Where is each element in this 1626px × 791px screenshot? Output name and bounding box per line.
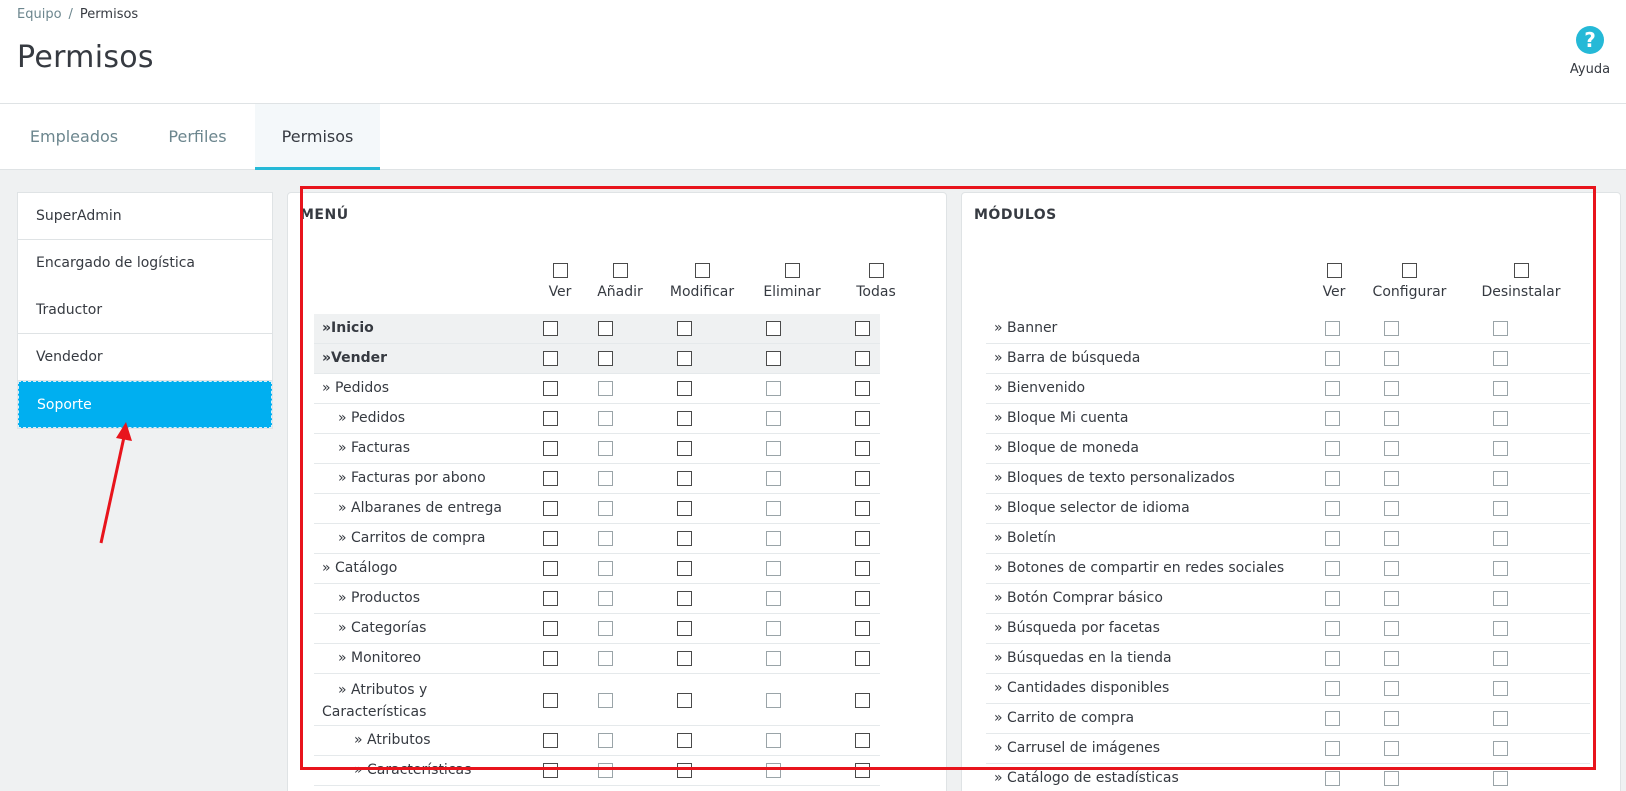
permission-checkbox[interactable] [1325, 651, 1340, 666]
table-row [314, 554, 880, 584]
table-row [314, 756, 880, 786]
permission-checkbox[interactable] [543, 561, 558, 576]
menu-permissions-panel [287, 192, 947, 791]
permission-checkbox[interactable] [543, 321, 558, 336]
tab-permisos[interactable]: Permisos [255, 104, 380, 170]
permission-checkbox[interactable] [1325, 471, 1340, 486]
row-label: » Facturas [338, 440, 411, 456]
table-row [314, 344, 880, 374]
menu-col-todas [848, 263, 904, 300]
menu-col-ver-label: Ver [548, 284, 572, 300]
permission-checkbox[interactable] [766, 441, 781, 456]
permission-checkbox[interactable] [1493, 771, 1508, 786]
permission-checkbox[interactable] [855, 651, 870, 666]
permission-checkbox[interactable] [1325, 741, 1340, 756]
profile-list [17, 192, 273, 429]
permission-checkbox[interactable] [677, 693, 692, 708]
table-row [986, 404, 1590, 434]
permission-checkbox[interactable] [766, 763, 781, 778]
row-label: » Catálogo de estadísticas [994, 770, 1179, 786]
modules-col-desinstalar-label: Desinstalar [1481, 284, 1561, 300]
table-row [986, 614, 1590, 644]
permission-checkbox[interactable] [766, 591, 781, 606]
row-label: » Características [354, 762, 472, 778]
permission-checkbox[interactable] [855, 763, 870, 778]
row-label: » Catálogo [322, 560, 398, 576]
permission-checkbox[interactable] [1493, 621, 1508, 636]
permission-checkbox[interactable] [766, 471, 781, 486]
table-row [314, 374, 880, 404]
permission-checkbox[interactable] [677, 501, 692, 516]
row-label: » Búsqueda por facetas [994, 620, 1160, 636]
permission-checkbox[interactable] [855, 321, 870, 336]
permission-checkbox[interactable] [677, 441, 692, 456]
modules-panel-title: MÓDULOS [974, 207, 1057, 223]
permission-checkbox[interactable] [598, 441, 613, 456]
select-all-checkbox[interactable] [695, 263, 710, 278]
permission-checkbox[interactable] [1325, 681, 1340, 696]
permission-checkbox[interactable] [1493, 441, 1508, 456]
permission-checkbox[interactable] [1384, 681, 1399, 696]
permission-checkbox[interactable] [677, 411, 692, 426]
row-label: » Bienvenido [994, 380, 1086, 396]
permission-checkbox[interactable] [677, 733, 692, 748]
permission-checkbox[interactable] [855, 381, 870, 396]
permission-checkbox[interactable] [543, 651, 558, 666]
select-all-checkbox[interactable] [1514, 263, 1529, 278]
table-row [986, 434, 1590, 464]
page-header [0, 0, 1626, 104]
profile-item-vendedor[interactable]: Vendedor [18, 334, 272, 381]
permission-checkbox[interactable] [1384, 501, 1399, 516]
modules-permission-rows [986, 314, 1590, 791]
permission-checkbox[interactable] [677, 591, 692, 606]
permission-checkbox[interactable] [598, 651, 613, 666]
permission-checkbox[interactable] [1384, 651, 1399, 666]
row-label: » Facturas por abono [338, 470, 486, 486]
table-row [986, 464, 1590, 494]
permission-checkbox[interactable] [598, 411, 613, 426]
select-all-checkbox[interactable] [869, 263, 884, 278]
permission-checkbox[interactable] [1384, 741, 1399, 756]
permission-checkbox[interactable] [766, 733, 781, 748]
menu-col-modificar [660, 263, 744, 300]
menu-panel-title: MENÚ [300, 207, 349, 223]
row-label: » Pedidos [338, 410, 406, 426]
row-label: » Boletín [994, 530, 1056, 546]
permission-checkbox[interactable] [677, 561, 692, 576]
permission-checkbox[interactable] [1325, 561, 1340, 576]
permission-checkbox[interactable] [598, 531, 613, 546]
help-button[interactable] [1562, 26, 1618, 77]
table-row [986, 374, 1590, 404]
select-all-checkbox[interactable] [785, 263, 800, 278]
permission-checkbox[interactable] [1493, 531, 1508, 546]
permission-checkbox[interactable] [598, 693, 613, 708]
table-row [986, 314, 1590, 344]
permission-checkbox[interactable] [1325, 621, 1340, 636]
permission-checkbox[interactable] [855, 351, 870, 366]
permission-checkbox[interactable] [598, 321, 613, 336]
row-label: » Atributos [354, 732, 431, 748]
table-row [986, 704, 1590, 734]
select-all-checkbox[interactable] [1402, 263, 1417, 278]
row-label: » Carritos de compra [338, 530, 486, 546]
row-label: » Bloque de moneda [994, 440, 1140, 456]
permission-checkbox[interactable] [677, 651, 692, 666]
permission-checkbox[interactable] [543, 733, 558, 748]
breadcrumb-parent-link[interactable]: Equipo [17, 7, 62, 22]
modules-col-desinstalar [1476, 263, 1566, 300]
tab-empleados[interactable]: Empleados [29, 127, 119, 146]
permission-checkbox[interactable] [855, 411, 870, 426]
row-label: » Botones de compartir en redes sociales [994, 560, 1285, 576]
permission-checkbox[interactable] [1493, 471, 1508, 486]
table-row [314, 464, 880, 494]
permission-checkbox[interactable] [1493, 381, 1508, 396]
table-row [986, 644, 1590, 674]
table-row [314, 434, 880, 464]
permission-checkbox[interactable] [598, 471, 613, 486]
permission-checkbox[interactable] [855, 621, 870, 636]
permission-checkbox[interactable] [677, 381, 692, 396]
permission-checkbox[interactable] [1493, 501, 1508, 516]
row-label: »Inicio [322, 320, 374, 336]
modules-col-configurar [1367, 263, 1452, 300]
menu-col-anadir [590, 263, 650, 300]
table-row [986, 344, 1590, 374]
row-label: » Cantidades disponibles [994, 680, 1170, 696]
permission-checkbox[interactable] [543, 471, 558, 486]
menu-col-ver [537, 263, 583, 300]
permission-checkbox[interactable] [855, 531, 870, 546]
permission-checkbox[interactable] [1493, 681, 1508, 696]
permission-checkbox[interactable] [1384, 441, 1399, 456]
menu-col-todas-label: Todas [856, 284, 896, 300]
permission-checkbox[interactable] [855, 733, 870, 748]
permission-checkbox[interactable] [1384, 531, 1399, 546]
permission-checkbox[interactable] [1384, 411, 1399, 426]
table-row [314, 644, 880, 674]
profile-item-encargado-logistica[interactable]: Encargado de logística [36, 255, 196, 271]
modules-permissions-panel [961, 192, 1621, 791]
permission-checkbox[interactable] [598, 591, 613, 606]
profile-item-superadmin[interactable]: SuperAdmin [18, 193, 272, 240]
modules-col-ver-label: Ver [1322, 284, 1346, 300]
breadcrumb-current: Permisos [79, 7, 139, 22]
permission-checkbox[interactable] [855, 561, 870, 576]
permission-checkbox[interactable] [1493, 591, 1508, 606]
permission-checkbox[interactable] [543, 501, 558, 516]
permission-checkbox[interactable] [677, 621, 692, 636]
permission-checkbox[interactable] [1325, 711, 1340, 726]
modules-col-ver [1314, 263, 1354, 300]
row-label: » Banner [994, 320, 1058, 336]
permission-checkbox[interactable] [1384, 351, 1399, 366]
permission-checkbox[interactable] [1325, 411, 1340, 426]
row-label: » Monitoreo [338, 650, 422, 666]
permission-checkbox[interactable] [766, 621, 781, 636]
permission-checkbox[interactable] [766, 561, 781, 576]
row-label: »Vender [322, 350, 387, 366]
permission-checkbox[interactable] [677, 531, 692, 546]
permission-checkbox[interactable] [766, 321, 781, 336]
menu-col-eliminar [757, 263, 827, 300]
permission-checkbox[interactable] [543, 693, 558, 708]
table-row [986, 494, 1590, 524]
table-row [314, 404, 880, 434]
permission-checkbox[interactable] [1325, 321, 1340, 336]
page-title: Permisos [17, 40, 154, 75]
row-label: » Carrito de compra [994, 710, 1135, 726]
permission-checkbox[interactable] [766, 351, 781, 366]
permission-checkbox[interactable] [766, 501, 781, 516]
select-all-checkbox[interactable] [1327, 263, 1342, 278]
permission-checkbox[interactable] [543, 531, 558, 546]
permission-checkbox[interactable] [1493, 351, 1508, 366]
permission-checkbox[interactable] [677, 351, 692, 366]
permission-checkbox[interactable] [1325, 591, 1340, 606]
permission-checkbox[interactable] [1493, 561, 1508, 576]
permission-checkbox[interactable] [1384, 471, 1399, 486]
breadcrumb [17, 7, 138, 22]
permission-checkbox[interactable] [598, 351, 613, 366]
permission-checkbox[interactable] [1384, 381, 1399, 396]
permission-checkbox[interactable] [598, 381, 613, 396]
table-row [314, 674, 880, 726]
permission-checkbox[interactable] [1384, 771, 1399, 786]
table-row [314, 314, 880, 344]
row-label: » Carrusel de imágenes [994, 740, 1161, 756]
permission-checkbox[interactable] [766, 693, 781, 708]
row-label: » Bloque Mi cuenta [994, 410, 1129, 426]
table-row [314, 524, 880, 554]
modules-col-configurar-label: Configurar [1372, 284, 1447, 300]
permission-checkbox[interactable] [543, 351, 558, 366]
permission-checkbox[interactable] [1325, 501, 1340, 516]
row-label: » Pedidos [322, 380, 390, 396]
table-row [986, 734, 1590, 764]
permission-checkbox[interactable] [598, 621, 613, 636]
table-row [986, 674, 1590, 704]
permission-checkbox[interactable] [855, 693, 870, 708]
permission-checkbox[interactable] [543, 381, 558, 396]
table-row [986, 584, 1590, 614]
permission-checkbox[interactable] [598, 733, 613, 748]
table-row [314, 726, 880, 756]
table-row [986, 764, 1590, 791]
permission-checkbox[interactable] [1384, 591, 1399, 606]
permission-checkbox[interactable] [766, 651, 781, 666]
permission-checkbox[interactable] [543, 621, 558, 636]
profile-item-traductor[interactable]: Traductor [18, 287, 272, 334]
permission-checkbox[interactable] [1493, 411, 1508, 426]
permission-checkbox[interactable] [598, 501, 613, 516]
permission-checkbox[interactable] [598, 561, 613, 576]
permission-checkbox[interactable] [1384, 561, 1399, 576]
permission-checkbox[interactable] [1384, 711, 1399, 726]
select-all-checkbox[interactable] [613, 263, 628, 278]
question-circle-icon: ? [1576, 26, 1604, 54]
permission-checkbox[interactable] [543, 763, 558, 778]
breadcrumb-separator: / [68, 7, 73, 22]
permission-checkbox[interactable] [1384, 321, 1399, 336]
permission-checkbox[interactable] [543, 591, 558, 606]
row-label: » Albaranes de entrega [338, 500, 502, 516]
tab-bar [0, 104, 1626, 170]
permission-checkbox[interactable] [1493, 651, 1508, 666]
row-label: » Categorías [338, 620, 427, 636]
help-label: Ayuda [1569, 62, 1611, 77]
permission-checkbox[interactable] [855, 441, 870, 456]
permission-checkbox[interactable] [677, 321, 692, 336]
row-label: » Barra de búsqueda [994, 350, 1141, 366]
permission-checkbox[interactable] [598, 763, 613, 778]
permission-checkbox[interactable] [855, 471, 870, 486]
permission-checkbox[interactable] [1325, 351, 1340, 366]
table-row [314, 614, 880, 644]
row-label: » Productos [338, 590, 421, 606]
select-all-checkbox[interactable] [553, 263, 568, 278]
permission-checkbox[interactable] [766, 381, 781, 396]
permission-checkbox[interactable] [543, 441, 558, 456]
table-row [986, 524, 1590, 554]
permission-checkbox[interactable] [766, 411, 781, 426]
permission-checkbox[interactable] [855, 501, 870, 516]
permission-checkbox[interactable] [1325, 531, 1340, 546]
row-label: » Bloques de texto personalizados [994, 470, 1235, 486]
permission-checkbox[interactable] [766, 531, 781, 546]
table-row [986, 554, 1590, 584]
row-label: » Búsquedas en la tienda [994, 650, 1172, 666]
menu-col-eliminar-label: Eliminar [763, 284, 821, 300]
profile-item-soporte[interactable]: Soporte [18, 381, 272, 428]
permission-checkbox[interactable] [1325, 771, 1340, 786]
permission-checkbox[interactable] [1325, 441, 1340, 456]
permission-checkbox[interactable] [1325, 381, 1340, 396]
permission-checkbox[interactable] [1493, 741, 1508, 756]
permission-checkbox[interactable] [543, 411, 558, 426]
menu-permission-rows [314, 314, 880, 786]
menu-col-anadir-label: Añadir [597, 284, 643, 300]
permission-checkbox[interactable] [1493, 321, 1508, 336]
permission-checkbox[interactable] [677, 763, 692, 778]
table-row [314, 584, 880, 614]
tab-perfiles[interactable]: Perfiles [168, 127, 227, 146]
menu-col-modificar-label: Modificar [669, 284, 735, 300]
permission-checkbox[interactable] [1384, 621, 1399, 636]
table-row [314, 494, 880, 524]
permission-checkbox[interactable] [677, 471, 692, 486]
permission-checkbox[interactable] [855, 591, 870, 606]
row-label: » Botón Comprar básico [994, 590, 1163, 606]
row-label: » Bloque selector de idioma [994, 500, 1190, 516]
row-label: » Atributos y Características [322, 682, 428, 720]
permission-checkbox[interactable] [1493, 711, 1508, 726]
